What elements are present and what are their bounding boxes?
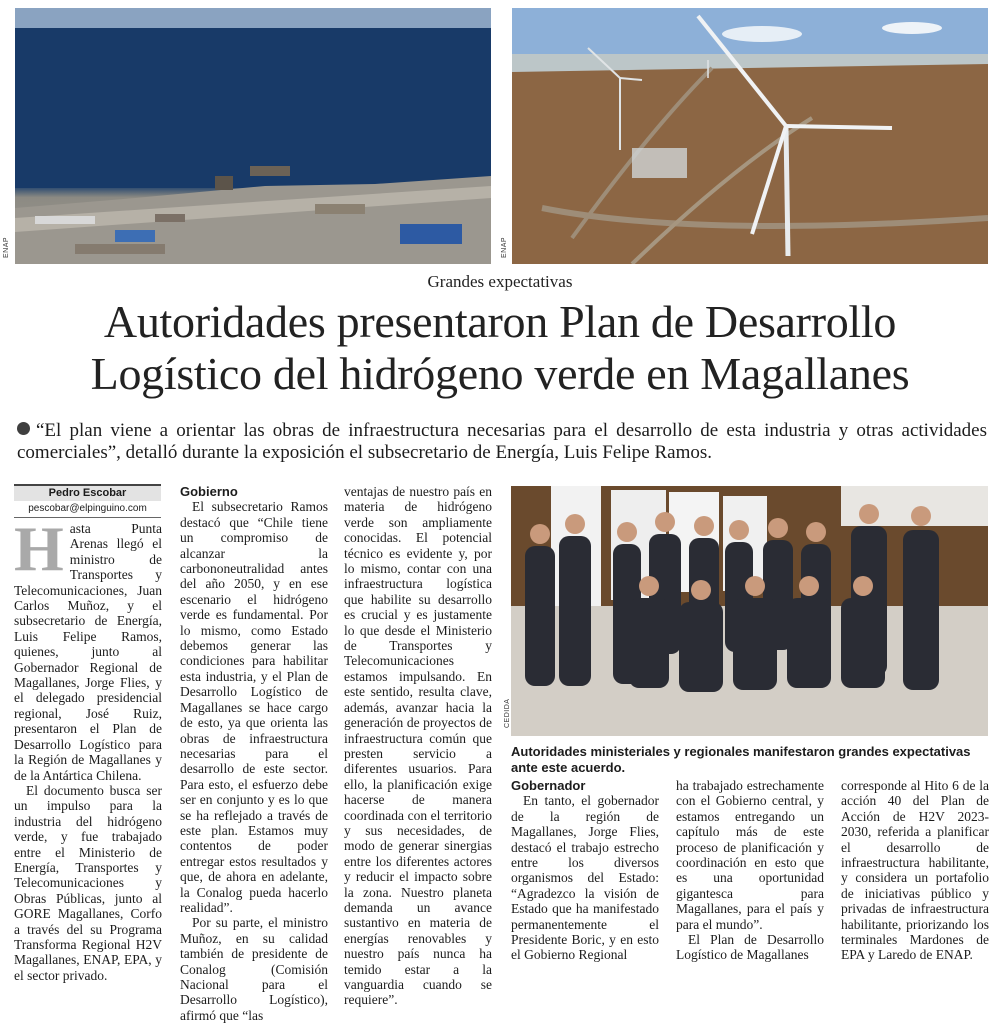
- photo-credit-left: ENAP: [3, 236, 10, 258]
- body-column-1: [14, 513, 162, 983]
- subheading-gobernador: Gobernador: [511, 778, 586, 793]
- body-column-3: [344, 484, 492, 1008]
- body-paragraph-3: El subsecretario Ramos destacó que “Chile tiene un compromiso de alcanzar la carbononeutralidad antes del año 2050, y en ese escenario el hidrógeno verde es fundamental. Por lo mismo, como Estado debemos generar las condiciones para habilitar esta industria, y el Plan de Desarrollo Logístico de Magallanes se hace cargo de esto, ya que orienta las obras de infraestructura necesarias para el desarrollo de este sector. Para esto, el esfuerzo debe ser en conjunto y es lo que se ha reflejado a través de este plan. Estamos muy contentos de poder entregar estos resultados y que, de ahora en adelante, la Conalog pueda hacerlo realidad”.: [180, 499, 328, 915]
- subheading-gobierno: Gobierno: [180, 484, 238, 499]
- paragraph-text: asta Punta Arenas llegó el ministro de Transportes y Telecomunicaciones, Juan Carlos Muñoz, y el subsecretario de Energía, Luis Felipe Ramos, quienes, junto al Gobernador Regional de Magallanes, Jorge Flies, y el delegado presidencial regional, José Ruiz, presentaron el Plan de Desarrollo Logístico para la Región de Magallanes y de la Antártica Chilena.: [14, 521, 162, 783]
- author-email: pescobar@elpinguino.com: [14, 501, 161, 518]
- body-paragraph-8: El Plan de Desarrollo Logístico de Magallanes: [676, 932, 824, 963]
- body-column-2: [180, 484, 328, 1023]
- port-aerial-illustration: [15, 8, 491, 264]
- body-paragraph-6: En tanto, el gobernador de la región de Magallanes, Jorge Flies, destacó el trabajo estrecho entre los diversos organismos del Estado: “Agradezco la visión de Estado que ha manifestado permanentemente el Presidente Boric, y en esto el Gobierno Regional: [511, 793, 659, 963]
- bullet-icon: [17, 422, 30, 435]
- body-paragraph-2: El documento busca ser un impulso para la industria del hidrógeno verde, y fue trabajado entre el Ministerio de Energía, Transportes y Telecomunicaciones y Obras Públicas, junto al GORE Magallanes, Corfo a través del su Programa Transforma Regional H2V Magallanes, ENAP, EPA, y el sector privado.: [14, 782, 162, 983]
- group-photo: [511, 486, 988, 736]
- photo-credit-right: ENAP: [501, 236, 508, 258]
- article-kicker: Grandes expectativas: [427, 272, 573, 291]
- body-paragraph-7: ha trabajado estrechamente con el Gobierno central, y estamos entregando un capítulo más de este proceso de planificación y coordinación en esto que es una oportunidad gigantesca para Magallanes, para el país y para el mundo”.: [676, 778, 824, 932]
- lead-text: “El plan viene a orientar las obras de infraestructura necesarias para el desarrollo de esta industria y otras actividades comerciales”, detalló durante la exposición el subsecretario de Energía, Luis Felipe Ramos.: [17, 420, 987, 463]
- drop-cap: H: [14, 513, 64, 584]
- headline-line-2: Logístico del hidrógeno verde en Magallanes: [90, 348, 910, 399]
- photo-caption: Autoridades ministeriales y regionales manifestaron grandes expectativas ante este acuerdo.: [511, 744, 971, 775]
- group-photo-illustration: [511, 486, 988, 736]
- photo-credit-group: CEDIDA: [504, 698, 511, 728]
- wind-turbine-photo: [512, 8, 988, 264]
- headline-line-1: Autoridades presentaron Plan de Desarrollo: [103, 296, 897, 347]
- author-name: Pedro Escobar: [14, 484, 161, 501]
- body-paragraph-1: [14, 513, 162, 783]
- body-paragraph-4: Por su parte, el ministro Muñoz, en su calidad también de presidente de Conalog (Comisión Nacional para el Desarrollo Logístico), afirmó que “las: [180, 915, 328, 1023]
- article-headline: [0, 296, 1000, 400]
- wind-turbine-illustration: [512, 8, 988, 264]
- body-paragraph-9: corresponde al Hito 6 de la acción 40 del Plan de Acción de H2V 2023-2030, referida a planificar el desarrollo de infraestructura habilitante, y considera un portafolio de iniciativas público y privadas de infraestructura habilitante, priorizando los terminales Mardones de EPA y Laredo de ENAP.: [841, 778, 989, 963]
- port-aerial-photo: [15, 8, 491, 264]
- body-paragraph-5: ventajas de nuestro país en materia de hidrógeno verde son ampliamente conocidas. El potencial técnico es evidente y, por lo mismo, contar con una infraestructura logística que habilite su desarrollo es crucial y es justamente lo que desde el Ministerio de Transportes y Telecomunicaciones estamos impulsando. En este sentido, resulta clave, además, avanzar hacia la generación de proyectos de infraestructura común que presten servicio a diferentes usuarios. Para ello, la planificación exige hacerse de manera coordinada con el territorio y sus necesidades, de modo de generar sinergias entre los diferentes actores y reducir el impacto sobre la zona. Nuestro planeta demanda un avance sustantivo en materia de energías renovables y nuestro país nunca ha temido estar a la vanguardia cuando se requiere”.: [344, 484, 492, 1008]
- article-lead: [17, 420, 987, 464]
- body-column-4: [511, 778, 659, 963]
- body-column-6: [841, 778, 989, 963]
- body-column-5: [676, 778, 824, 963]
